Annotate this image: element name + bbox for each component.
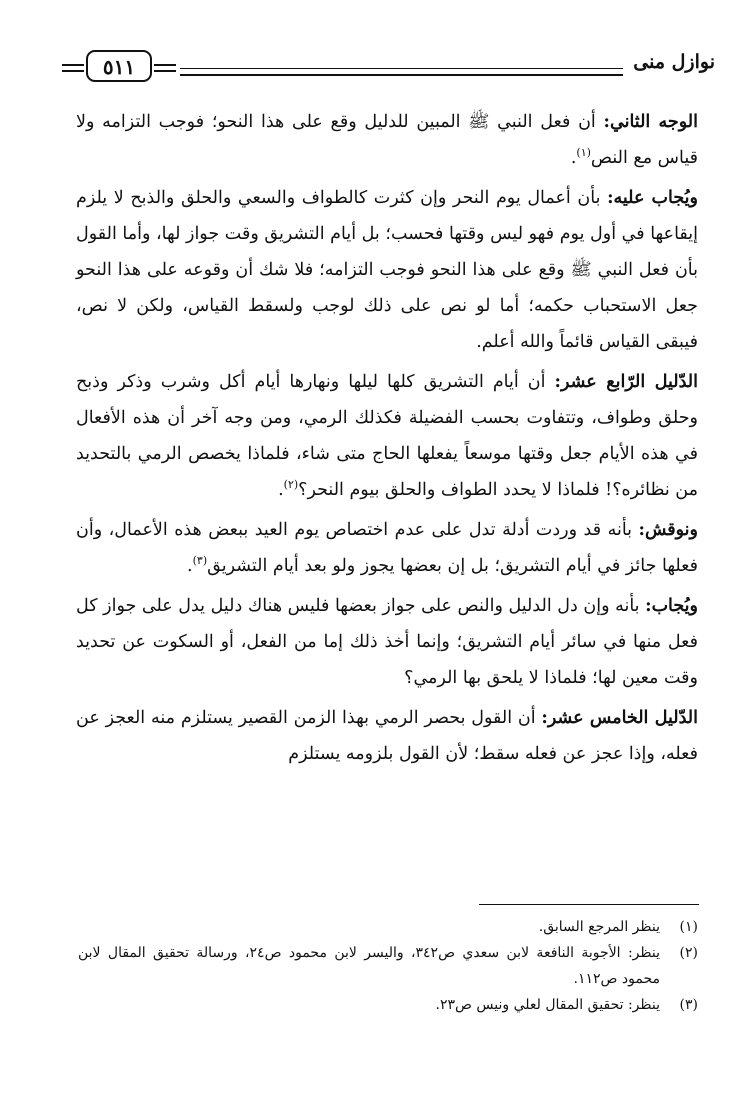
footnote-text: ينظر المرجع السابق. [538, 919, 660, 935]
paragraph-end: . [278, 480, 284, 500]
ornament-bar [62, 64, 84, 66]
header-rule-thin [180, 68, 623, 69]
paragraph-second-aspect [76, 104, 698, 176]
footnote-ref[interactable]: (٢) [283, 478, 299, 491]
paragraph-evidence-14 [76, 364, 698, 508]
footnote-text: ينظر: الأجوبة النافعة لابن سعدي ص٣٤٢، واليسر لابن محمود ص٢٤، ورسالة تحقيق المقال لابن محمود ص١١٢. [78, 945, 660, 987]
paragraph-lead: الدّليل الخامس عشر: [541, 708, 698, 728]
footnote-number: (٢) [679, 945, 698, 961]
paragraph-text: بأنه قد وردت أدلة تدل على عدم اختصاص يوم العيد ببعض هذه الأعمال، وأن فعلها جائز في أيام التشريق؛ بل إن بعضها يجوز ولو بعد أيام التشريق [76, 520, 698, 576]
ornament-bar [154, 70, 176, 72]
footnote-text: ينظر: تحقيق المقال لعلي ونيس ص٢٣. [435, 997, 660, 1013]
paragraph-reply [76, 180, 698, 360]
footnote-item [78, 914, 698, 940]
paragraph-end: . [570, 148, 577, 168]
ornament-bar [154, 64, 176, 66]
ornament-bar [62, 70, 84, 72]
paragraph-lead: الدّليل الرّابع عشر: [554, 372, 698, 392]
paragraph-text: بأنه وإن دل الدليل والنص على جواز بعضها فليس هناك دليل يدل على جواز كل فعل منها في سائر أيام التشريق؛ وإنما أخذ ذلك إما من الفعل، أو السكوت عن تحديد وقت معين لها؛ فلماذا لا يلحق بها الرمي؟ [76, 596, 698, 688]
paragraph-lead: ونوقش: [638, 520, 698, 540]
paragraph-text: أن فعل النبي ﷺ المبين للدليل وقع على هذا النحو؛ فوجب التزامه ولا قياس مع النص [76, 112, 698, 168]
footnote-number: (١) [679, 919, 698, 935]
paragraph-discussion [76, 512, 698, 584]
footnote-ref[interactable]: (١) [576, 146, 591, 159]
paragraph-text: أن أيام التشريق كلها ليلها ونهارها أيام أكل وشرب وذكر وذبح وحلق وطواف، وتتفاوت بحسب الفضيلة فكذلك الرمي، ومن وجه آخر أن هذه الأفعال في هذه الأيام جعل وقتها موسعاً يفعلها الحاج متى شاء، فلماذا يخصص الرمي بالتحديد من نظائره؟! فلماذا لا يحدد الطواف والحلق بيوم النحر؟ [76, 372, 698, 500]
page-number-ornament [60, 50, 178, 84]
header-rule-thick [180, 74, 623, 76]
footnote-separator [479, 904, 699, 905]
page-header [60, 44, 715, 86]
paragraph-text: أن القول بحصر الرمي بهذا الزمن القصير يستلزم منه العجز عن فعله، وإذا عجز عن فعله سقط؛ لأن القول بلزومه يستلزم [76, 708, 698, 764]
footnote-ref[interactable]: (٣) [192, 554, 208, 567]
paragraph-lead: ويُجاب: [645, 596, 698, 616]
paragraph-lead: الوجه الثاني: [603, 112, 698, 132]
paragraph-end: . [187, 556, 193, 576]
running-title: نوازل منى [633, 51, 715, 73]
footnote-number: (٣) [679, 997, 698, 1013]
footnotes [78, 914, 698, 1018]
footnote-item [78, 992, 698, 1018]
paragraph-evidence-15 [76, 700, 698, 772]
paragraph-lead: ويُجاب عليه: [607, 188, 698, 208]
paragraph-answer [76, 588, 698, 696]
page-number: ٥١١ [86, 50, 152, 82]
main-text [76, 104, 698, 772]
paragraph-text: بأن أعمال يوم النحر وإن كثرت كالطواف والسعي والحلق والذبح لا يلزم إيقاعها في أول يوم فهو ليس وقتها فحسب؛ بل أيام التشريق وقت جواز لها، وأما القول بأن فعل النبي ﷺ وقع على هذا النحو فوجب التزامه؛ فلا شك أن وقوعه على هذا النحو جعل الاستحباب حكمه؛ أما لو نص على ذلك لوجب ولسقط القياس، ولكن لا نص، فيبقى القياس قائماً والله أعلم. [76, 188, 698, 352]
footnote-item [78, 940, 698, 992]
